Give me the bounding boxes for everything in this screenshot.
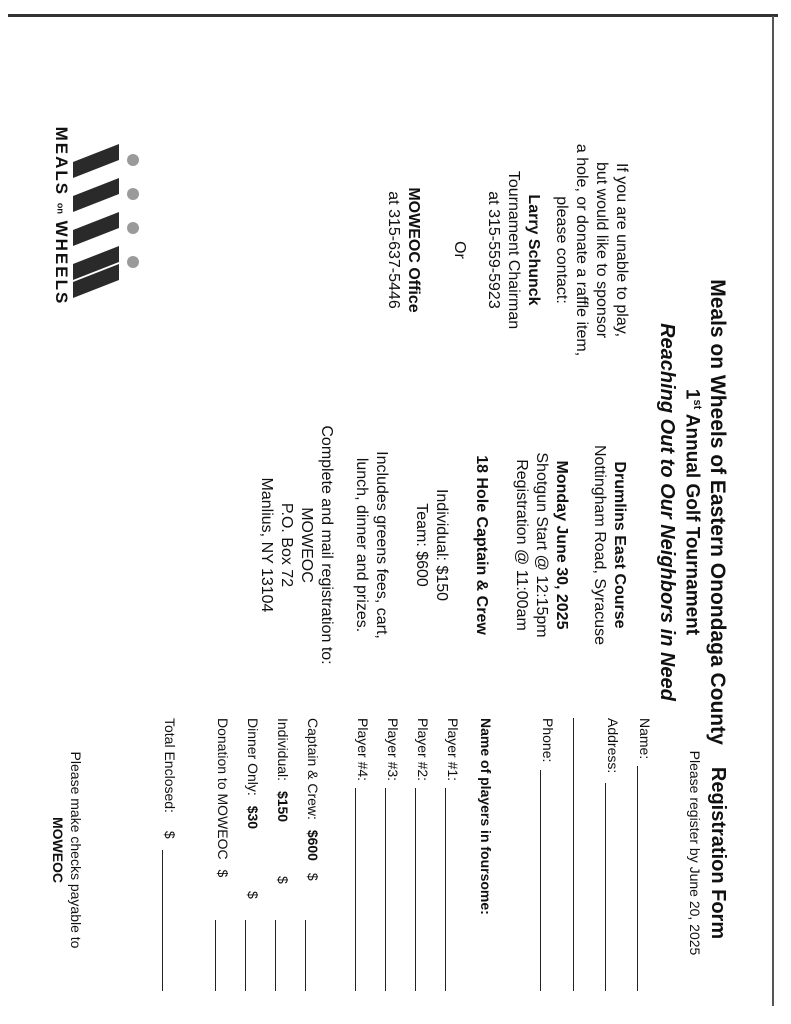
includes-block [351,390,391,700]
mail-line-4: Manlius, NY 13104 [258,477,275,613]
captain-crew-amount-line[interactable] [305,920,306,991]
players-heading: Name of players in foursome: [478,718,494,915]
player4-label: Player #4: [355,718,371,782]
registration-form-title: Registration Form [707,766,729,940]
player2-label: Player #2: [415,718,431,782]
logo-word-wheels: WHEELS [52,220,71,306]
individual-price: $150 [275,790,291,823]
logo-word-meals: MEALS [52,126,71,197]
event-title-text: Annual Golf Tournament [681,409,703,636]
intro-line-2: but would like to sponsor [593,161,610,339]
captain-crew-label: Captain & Crew: [305,718,321,820]
mailing-block [256,390,336,700]
name-field-label: Name: [637,718,653,760]
tagline: Reaching Out to Our Neighbors in Need [656,323,678,701]
dinner-currency: $ [245,890,261,899]
checks-payee: MOWEOC [50,816,66,884]
event-number: 1 [681,388,703,400]
intro-line-4: please contact: [553,196,570,304]
office-phone: at 315-637-5446 [385,191,402,309]
total-row [160,718,178,839]
venue-address: Nottingham Road, Syracuse [591,444,608,646]
office-name: MOWEOC Office [405,187,422,313]
donation-row [213,718,231,877]
dinner-price: $30 [245,805,261,830]
individual-row [273,718,291,884]
donation-amount-line[interactable] [215,920,216,991]
org-title: Meals on Wheels of Eastern Onondaga County [706,279,729,745]
donation-currency: $ [215,869,231,878]
date-block [511,390,571,700]
chairman-phone: at 315-559-5923 [485,191,502,309]
player3-label: Player #3: [385,718,401,782]
event-date: Monday June 30, 2025 [553,460,570,630]
player4-line[interactable] [355,788,356,991]
captain-crew-currency: $ [305,872,321,881]
price-team: Team: $600 [413,503,430,587]
or-separator: Or [451,241,468,259]
player3-line[interactable] [385,788,386,991]
captain-crew-price: $600 [305,829,321,861]
total-currency: $ [162,830,178,839]
phone-field-label: Phone: [540,718,556,763]
address-field-line-2[interactable] [573,718,574,991]
player1-line[interactable] [445,788,446,991]
dinner-amount-line[interactable] [245,920,246,991]
price-individual: Individual: $150 [433,488,450,602]
venue-block [589,390,629,700]
event-number-suffix: st [691,399,703,410]
chairman-name: Larry Schunck [525,194,542,306]
individual-currency: $ [275,875,291,884]
donation-label: Donation to MOWEOC [215,718,231,860]
mail-line-3: P.O. Box 72 [278,502,295,588]
individual-amount-line[interactable] [275,920,276,991]
address-field-label: Address: [605,718,621,774]
logo-wordmark [51,96,71,336]
mail-line-2: MOWEOC [298,507,315,583]
intro-line-3: a hole, or donate a raffle item, [573,143,590,357]
checks-payable-note [49,700,85,1000]
chairman-role: Tournament Chairman [505,170,522,330]
mail-line-1: Complete and mail registration to: [318,425,335,665]
name-field-line[interactable] [637,766,638,991]
office-contact [383,95,423,405]
sponsor-contact-intro [551,95,631,405]
player2-line[interactable] [415,788,416,991]
tournament-format: 18 Hole Captain & Crew [473,455,490,635]
shotgun-start: Shotgun Start @ 12:15pm [533,452,550,638]
phone-field-line[interactable] [540,770,541,991]
total-amount-line[interactable] [162,850,163,991]
captain-crew-row [303,718,321,881]
individual-label: Individual: [275,718,291,782]
address-field-line-1[interactable] [605,783,606,991]
venue-name: Drumlins East Course [611,461,628,629]
logo-dots [127,154,139,268]
chairman-contact [483,95,543,405]
dinner-label: Dinner Only: [245,718,261,796]
includes-line-2: lunch, dinner and prizes. [353,457,370,633]
logo-bars [73,144,119,298]
checks-note-line: Please make checks payable to [68,751,84,949]
dinner-row [243,718,261,899]
pricing-block [411,390,451,700]
includes-line-1: Includes greens fees, cart, [373,451,390,639]
registration-deadline: Please register by June 20, 2025 [687,750,703,956]
player1-label: Player #1: [445,718,461,782]
registration-time: Registration @ 11:00am [513,459,530,631]
intro-line-1: If you are unable to play, [613,162,630,338]
total-label: Total Enclosed: [162,718,178,813]
logo-word-on: on [55,202,66,214]
